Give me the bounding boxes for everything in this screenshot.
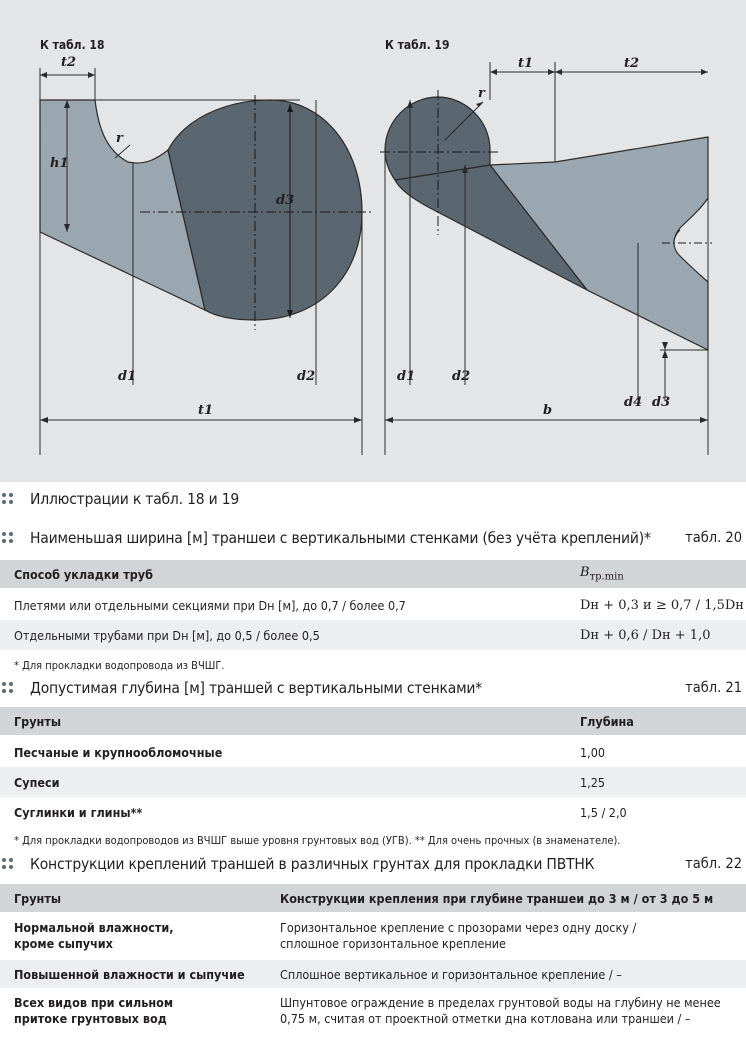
table20-note: * Для прокладки водопровода из ВЧШГ. — [14, 659, 225, 672]
right-figure-label: К табл. 19 — [385, 38, 450, 52]
table20-col2-header: $B_{тр.min}$ — [580, 565, 624, 583]
table20-title: Наименьшая ширина [м] траншеи с вертикальными стенками (без учёта креплений)* табл. 20 — [0, 527, 746, 549]
dim-d3-left: d3 — [276, 193, 295, 208]
dim-t1-left: t1 — [198, 403, 214, 418]
bullet-dots-icon — [2, 532, 20, 544]
dim-t2-right: t2 — [624, 56, 640, 71]
table20-col1-header: Способ укладки труб — [14, 566, 153, 582]
table-row: Плетями или отдельными секциями при Dн [м], до 0,7 / более 0,7 Dн + 0,3 и ≥ 0,7 / 1,5Dн — [14, 597, 744, 613]
bullet-dots-icon — [2, 493, 20, 505]
bullet-dots-icon — [2, 858, 20, 870]
dim-r-left: r — [116, 131, 123, 146]
table21-note: * Для прокладки водопроводов из ВЧШГ выше уровня грунтовых вод (УГВ). ** Для очень прочных (в знаменателе). — [14, 834, 621, 847]
dim-d2-left: d2 — [297, 369, 316, 384]
table22-header: Грунты Конструкции крепления при глубине траншеи до 3 м / от 3 до 5 м — [0, 884, 746, 912]
section-illustrations-title: Иллюстрации к табл. 18 и 19 — [0, 488, 746, 510]
table20-number: табл. 20 — [685, 530, 742, 546]
illustration-figure — [0, 0, 746, 482]
dim-d2-right: d2 — [452, 369, 471, 384]
dim-d1-right: d1 — [397, 369, 416, 384]
table22-number: табл. 22 — [685, 856, 742, 872]
dim-b: b — [543, 403, 553, 418]
dim-d1-left: d1 — [118, 369, 137, 384]
table-row: Суглинки и глины** 1,5 / 2,0 — [14, 804, 627, 820]
table-row: Нормальной влажности, кроме сыпучих Горизонтальное крепление с прозорами через одну доску / сплошное горизонтальное крепление — [14, 920, 637, 951]
table21-title: Допустимая глубина [м] траншей с вертикальными стенками* табл. 21 — [0, 677, 746, 699]
table-row: Супеси 1,25 — [0, 767, 746, 797]
table-row: Повышенной влажности и сыпучие Сплошное вертикальное и горизонтальное крепление / – — [0, 960, 746, 988]
table22-title: Конструкции креплений траншей в различных грунтах для прокладки ПВТНК табл. 22 — [0, 853, 746, 875]
bullet-dots-icon — [2, 682, 20, 694]
dim-d3-right: d3 — [652, 395, 671, 410]
table21-number: табл. 21 — [685, 680, 742, 696]
table-row: Всех видов при сильном притоке грунтовых вод Шпунтовое ограждение в пределах грунтовой воды на глубину не менее 0,75 м, считая от проектной отметки дна котлована или траншеи / – — [14, 995, 721, 1026]
left-diagram — [40, 68, 372, 455]
dim-d4-right: d4 — [624, 395, 643, 410]
dim-h1: h1 — [50, 156, 69, 171]
left-figure-label: К табл. 18 — [40, 38, 105, 52]
table20-header — [0, 560, 746, 588]
table21-header: Грунты Глубина — [0, 707, 746, 735]
dim-t2-left: t2 — [61, 55, 77, 70]
table-row: Отдельными трубами при Dн [м], до 0,5 / более 0,5 Dн + 0,6 / Dн + 1,0 — [0, 620, 746, 650]
dim-r-right: r — [478, 86, 485, 101]
table-row: Песчаные и крупнообломочные 1,00 — [14, 744, 606, 760]
dim-t1-right: t1 — [518, 56, 534, 71]
